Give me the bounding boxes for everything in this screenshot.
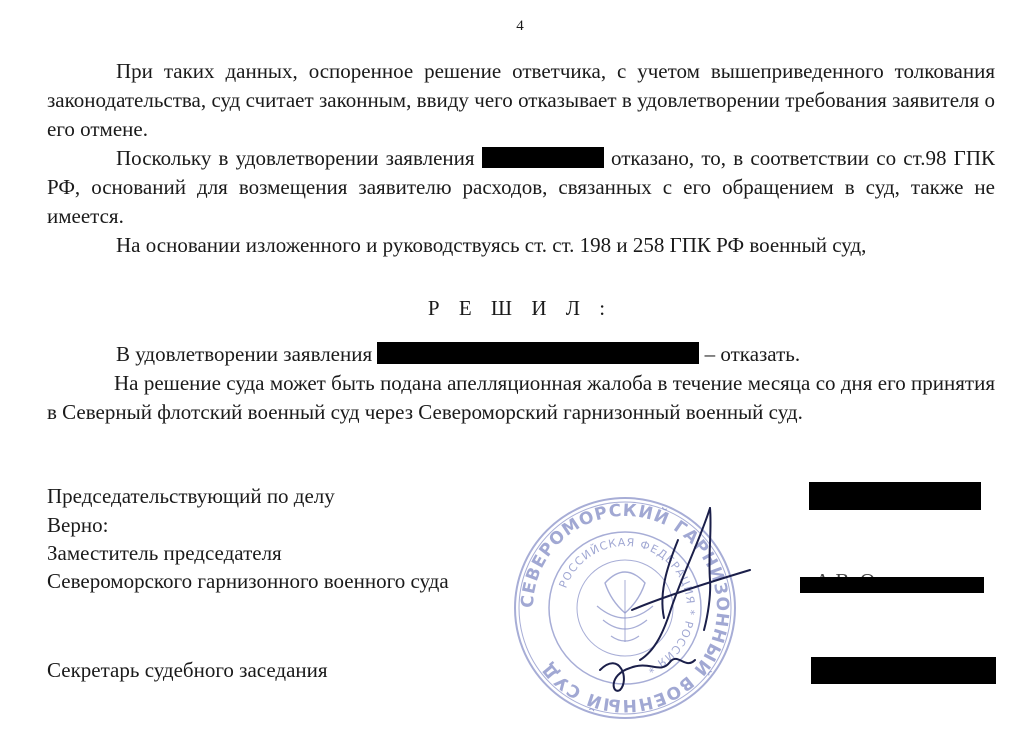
resolution-line xyxy=(47,340,995,369)
paragraph-grounds: На основании изложенного и руководствуясь ст. ст. 198 и 258 ГПК РФ военный суд, xyxy=(116,233,867,257)
redacted-name xyxy=(377,342,699,364)
paragraph-conclusion: При таких данных, оспоренное решение ответчика, с учетом вышеприведенного толкования законодательства, суд считает законным, ввиду чего отказывает в удовлетворении требования заявителя о его отмене. xyxy=(47,59,995,141)
svg-text:РОССИЙСКАЯ ФЕДЕРАЦИЯ * РОССИЯ: РОССИЙСКАЯ ФЕДЕРАЦИЯ * РОССИЯ * xyxy=(556,535,698,676)
deputy-title-line1: Заместитель председателя xyxy=(47,541,282,565)
deputy-signature xyxy=(560,500,780,700)
resolution-start: В удовлетворении заявления xyxy=(116,342,378,366)
redacted-name xyxy=(482,147,604,168)
true-copy-label: Верно: xyxy=(47,513,109,537)
secretary-label: Секретарь судебного заседания xyxy=(47,658,328,682)
decision-heading: Р Е Ш И Л : xyxy=(427,296,613,320)
resolution-end: – отказать. xyxy=(699,342,801,366)
appeal-paragraph: На решение суда может быть подана апелляционная жалоба в течение месяца со дня его принятия в Северный флотский военный суд через Североморский гарнизонный военный суд. xyxy=(47,371,995,424)
redacted-presiding-name xyxy=(809,482,981,510)
redacted-secretary-name xyxy=(811,657,996,684)
paragraph-costs-end: отказано, то, в соответствии со ст.98 ГПК РФ, оснований для возмещения заявителю расходов, связанных с его обращением в суд, также не имеется. xyxy=(47,146,995,228)
svg-text:СЕВЕРОМОРСКИЙ ГАРНИЗОННЫЙ ВОЕН: СЕВЕРОМОРСКИЙ ГАРНИЗОННЫЙ ВОЕННЫЙ СУД xyxy=(517,500,733,716)
deputy-title-line2: Североморского гарнизонного военного суда xyxy=(47,569,449,593)
paragraph-costs-start: Поскольку в удовлетворении заявления xyxy=(116,146,482,170)
page-number: 4 xyxy=(516,18,524,34)
presiding-label: Председательствующий по делу xyxy=(47,484,335,508)
paragraph-costs xyxy=(47,144,995,231)
redacted-deputy-name xyxy=(800,577,984,593)
